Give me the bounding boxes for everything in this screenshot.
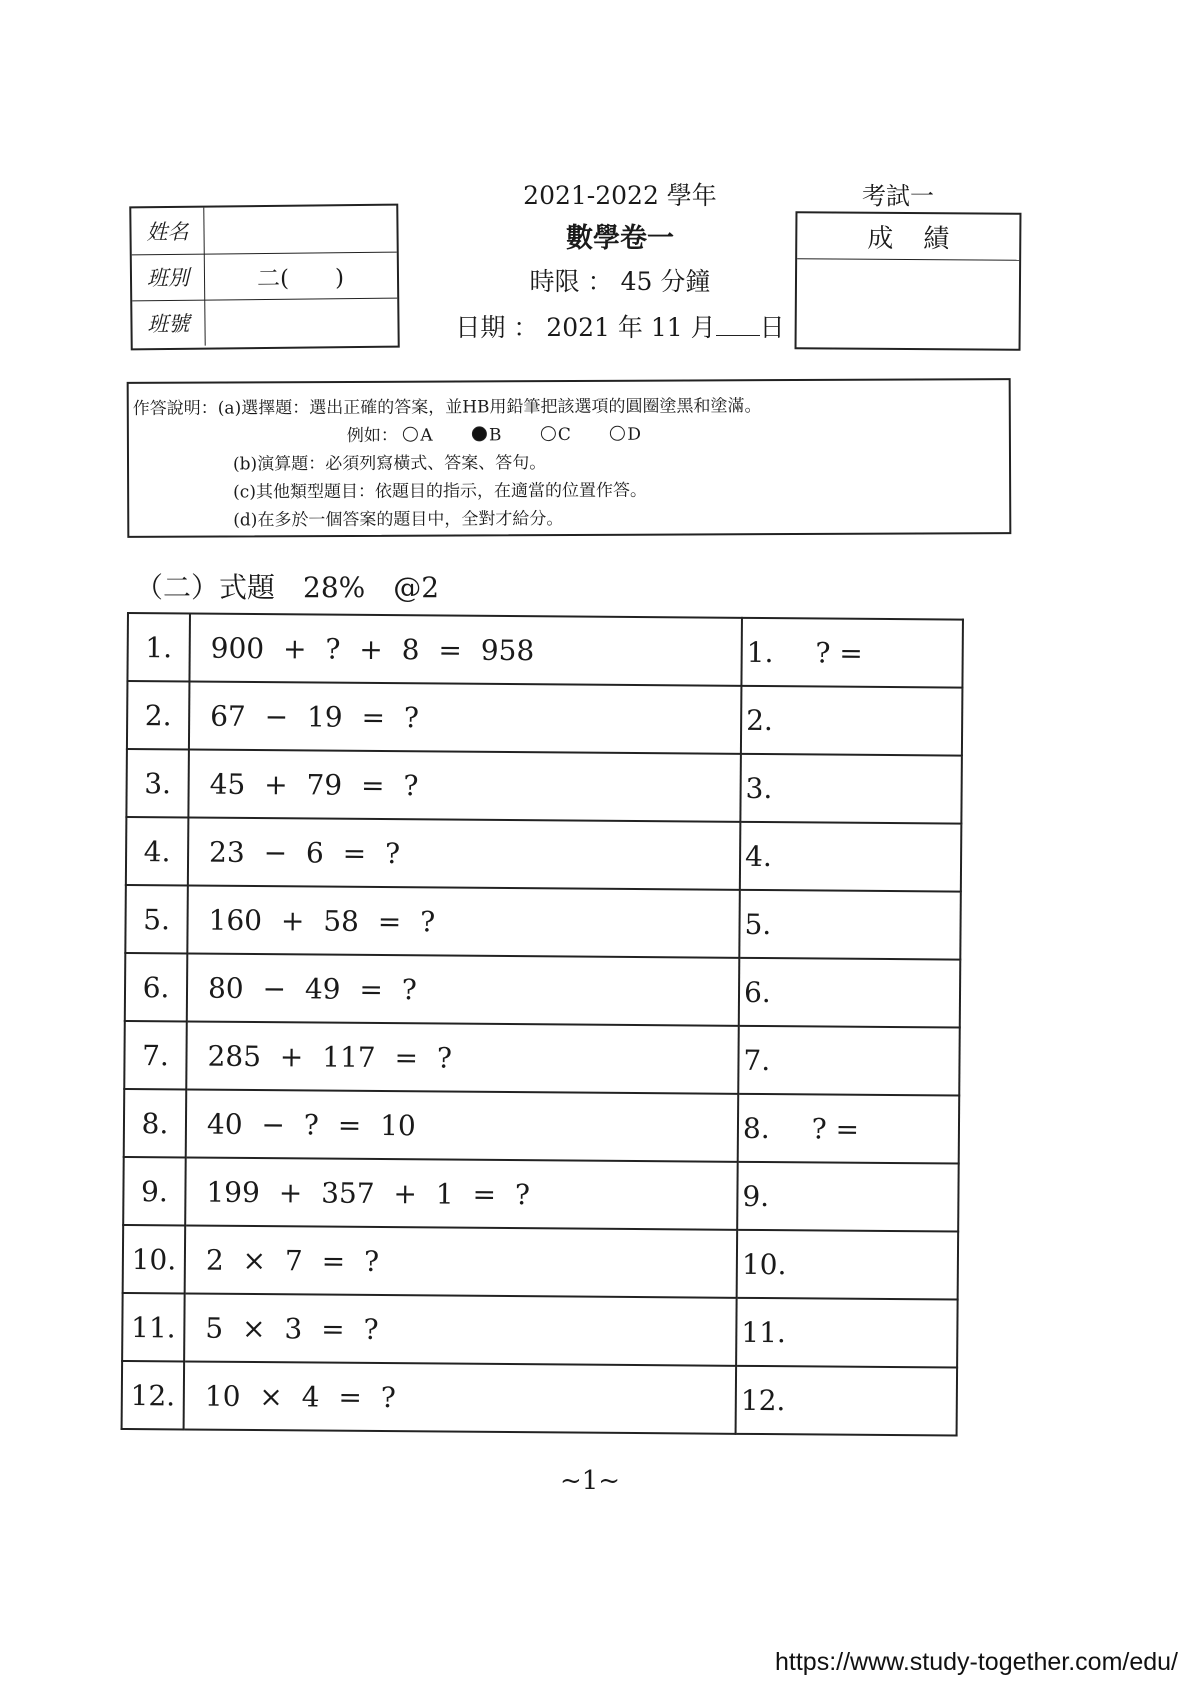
question-number: 6. [125,953,188,1021]
example-label: 例如： [346,425,398,446]
question-number: 8. [124,1089,187,1157]
answer-label: 7. [743,1043,771,1077]
question-number: 3. [126,749,189,817]
date-prefix: 日期 ： 2021 年 11 月 [455,313,716,342]
answer-cell[interactable] [739,890,961,960]
instruction-b: (b)演算題：必須列寫橫式、答案、答句。 [232,453,547,475]
table-row [127,681,963,756]
question-number: 9. [123,1157,186,1225]
answer-cell[interactable] [741,686,963,756]
answer-cell[interactable] [740,822,962,892]
answer-cell[interactable] [738,1094,960,1164]
option-d: D [610,425,641,445]
answer-cell[interactable] [738,1026,960,1096]
question-number: 12. [122,1361,185,1429]
number-field[interactable] [204,298,397,346]
answer-label: 12. [740,1383,786,1417]
empty-circle-icon [403,427,418,442]
filled-circle-icon [472,426,487,441]
question-number: 10. [123,1225,186,1293]
question-expression: 45 + 79 = ? [188,749,741,821]
name-row [131,206,396,256]
question-expression: 160 + 58 = ? [187,885,740,957]
name-label: 姓名 [131,208,204,255]
option-a: A [403,426,432,446]
instruction-c: (c)其他類型題目：依題目的指示，在適當的位置作答。 [233,480,647,503]
answer-label: 4. [744,839,772,873]
page-number: ~1~ [559,1466,621,1496]
exam-date [420,308,820,344]
question-number: 11. [122,1293,185,1361]
question-expression: 285 + 117 = ? [186,1021,739,1093]
answer-cell[interactable] [741,618,963,688]
number-row [132,298,397,347]
question-expression: 199 + 357 + 1 = ? [185,1157,738,1229]
instructions-box [127,378,1012,538]
question-number: 7. [124,1021,187,1089]
option-b: B [472,425,502,445]
option-c: C [541,425,571,445]
table-row [124,1021,960,1096]
instruction-d: (d)在多於一個答案的題目中，全對才給分。 [233,509,564,531]
table-row [124,1089,960,1164]
student-info-box [129,204,399,351]
table-row [126,749,962,824]
question-number: 2. [127,681,190,749]
question-expression: 2 × 7 = ? [185,1225,738,1297]
question-expression: 900 + ? + 8 = 958 [189,613,742,685]
answer-hint: ? = [811,1111,860,1146]
answer-label: 3. [745,771,773,805]
school-year: 2021-2022 學年 [523,181,717,210]
table-row [123,1225,959,1300]
score-box [795,211,1022,351]
score-header: 成績 [797,213,1019,261]
empty-circle-icon [541,426,556,441]
question-number: 5. [125,885,188,953]
footer-url[interactable]: https://www.study-together.com/edu/ [775,1648,1178,1676]
section-heading: （二）式題 28% @2 [135,571,440,604]
day-blank[interactable] [716,315,760,336]
number-label: 班號 [132,300,205,347]
date-suffix: 日 [759,313,785,342]
table-row [122,1361,958,1436]
paper-title: 數學卷一 [566,223,674,254]
table-row [127,613,963,688]
question-expression: 10 × 4 = ? [184,1361,737,1433]
answer-cell[interactable] [737,1230,959,1300]
time-limit: 時限 ： 45 分鐘 [529,267,711,296]
answer-hint: ? = [815,635,863,670]
answer-cell[interactable] [739,958,961,1028]
answer-label: 5. [744,907,772,941]
table-row [125,885,961,960]
class-label: 班別 [132,254,205,301]
answer-cell[interactable] [736,1366,958,1436]
exam-label: 考試一 [862,182,934,210]
table-row [123,1157,959,1232]
table-row [126,817,962,892]
question-number: 1. [127,613,190,681]
answer-label: 10. [741,1247,787,1281]
class-row [132,252,397,302]
question-expression: 40 − ? = 10 [186,1089,739,1161]
question-table [121,612,964,1437]
answer-cell[interactable] [740,754,962,824]
table-row [125,953,961,1028]
question-expression: 80 − 49 = ? [187,953,740,1025]
class-field[interactable]: 二( ) [256,264,345,292]
answer-label: 9. [742,1179,770,1213]
empty-circle-icon [610,426,625,441]
instruction-a: 作答說明：(a)選擇題：選出正確的答案，並HB用鉛筆把該選項的圓圈塗黑和塗滿。 [132,396,762,419]
answer-label: 11. [741,1315,787,1349]
answer-label: 6. [743,975,771,1009]
question-expression: 67 − 19 = ? [189,681,742,753]
instruction-example [347,420,675,446]
answer-label: 2. [746,703,774,737]
answer-label: 1. [746,635,774,669]
question-expression: 23 − 6 = ? [188,817,741,889]
answer-label: 8. [742,1111,770,1145]
answer-cell[interactable] [736,1298,958,1368]
name-field[interactable] [203,206,396,254]
table-row [122,1293,958,1368]
question-expression: 5 × 3 = ? [184,1293,737,1365]
answer-cell[interactable] [737,1162,959,1232]
question-number: 4. [126,817,189,885]
